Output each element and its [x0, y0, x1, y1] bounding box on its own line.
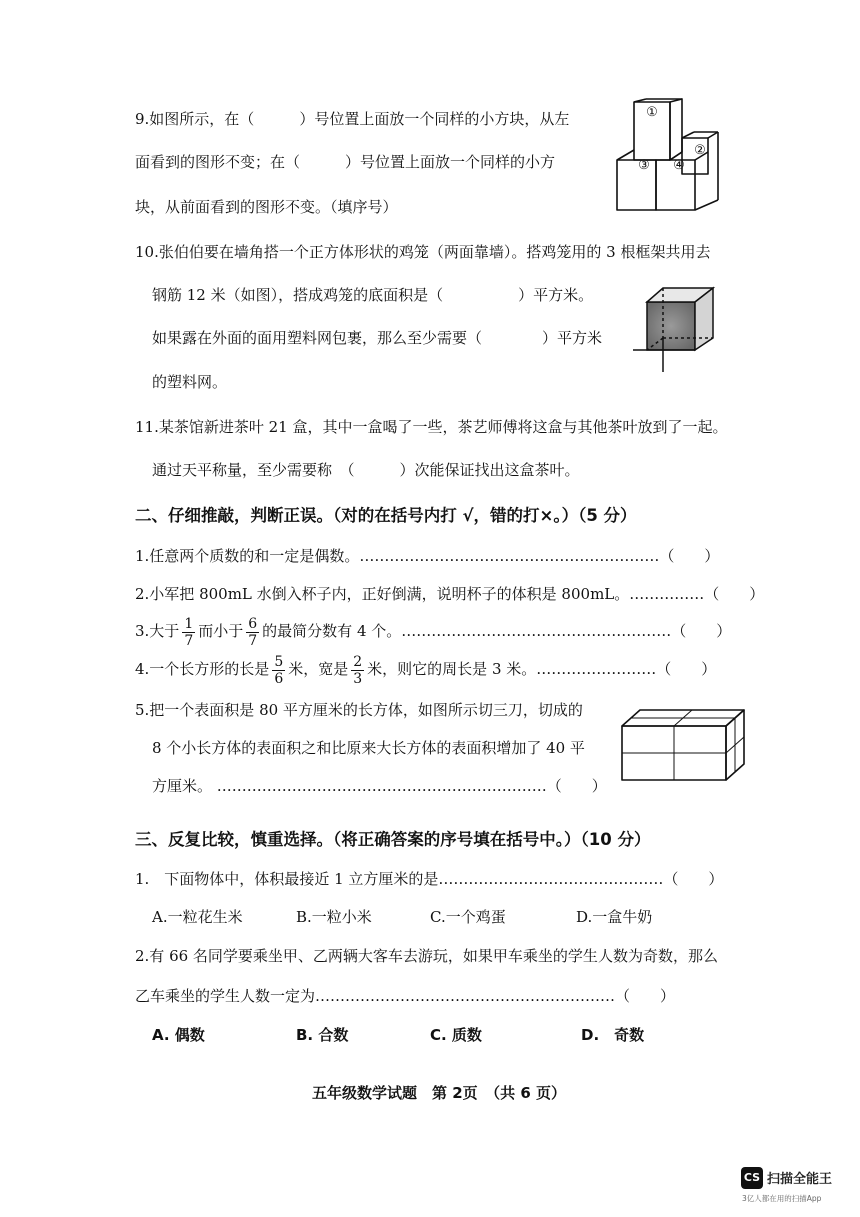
- q10-line1: 10.张伯伯要在墙角搭一个正方体形状的鸡笼（两面靠墙）。搭鸡笼用的 3 根框架共用去: [135, 243, 711, 261]
- section2-item5-line1: 5.把一个表面积是 80 平方厘米的长方体，如图所示切三刀，切成的: [135, 701, 583, 719]
- item3-text-post: 的最简分数有 4 个。………………………………………………（ ）: [262, 622, 732, 640]
- q1-option-c: C.一个鸡蛋: [430, 908, 506, 926]
- q2-option-c: C. 质数: [430, 1026, 482, 1044]
- item4-text-post: 米，则它的周长是 3 米。……………………（ ）: [367, 660, 717, 678]
- cube-label-1: ①: [646, 105, 658, 120]
- fraction-six-sevenths: $\frac{6}{7}$: [248, 615, 258, 649]
- q9-line3: 块，从前面看到的图形不变。（填序号）: [135, 198, 398, 216]
- cube-label-4: ④: [673, 158, 685, 173]
- item3-text-pre: 3.大于: [135, 622, 180, 640]
- q2-option-b: B. 合数: [296, 1026, 349, 1044]
- section2-item5-line2: 8 个小长方体的表面积之和比原来大长方体的表面积增加了 40 平: [152, 739, 585, 757]
- q1-option-a: A.一粒花生米: [152, 908, 243, 926]
- section2-heading: 二、仔细推敲，判断正误。（对的在括号内打 √，错的打×。）（5 分）: [135, 506, 637, 525]
- item4-text-mid: 米，宽是: [288, 660, 349, 678]
- section2-item4: [135, 652, 716, 687]
- q1-option-d: D.一盒牛奶: [576, 908, 653, 926]
- section3-q2-line2: 乙车乘坐的学生人数一定为……………………………………………………（ ）: [135, 987, 676, 1005]
- watermark-sub: 3亿人都在用的扫描App: [742, 1194, 822, 1203]
- chicken-coop-cube-figure: [633, 282, 725, 374]
- q10-line2: 钢筋 12 米（如图），搭成鸡笼的底面积是（ ）平方米。: [152, 286, 594, 304]
- section2-item5-line3: 方厘米。 …………………………………………………………（ ）: [152, 777, 607, 795]
- cuboid-cut-figure: [618, 706, 748, 786]
- item3-text-mid: 而小于: [198, 622, 244, 640]
- fraction-five-sixths: $\frac{5}{6}$: [274, 653, 284, 687]
- q11-line2: 通过天平称量，至少需要称 （ ）次能保证找出这盒茶叶。: [152, 461, 580, 479]
- q10-line3: 如果露在外面的面用塑料网包裹，那么至少需要（ ）平方米: [152, 329, 603, 347]
- page-footer: 五年级数学试题 第 2页 （共 6 页）: [312, 1084, 567, 1102]
- section2-item1: 1.任意两个质数的和一定是偶数。……………………………………………………（ ）: [135, 547, 720, 565]
- q1-option-b: B.一粒小米: [296, 908, 372, 926]
- camscanner-logo-icon: CS: [741, 1167, 763, 1189]
- q11-line1: 11.某茶馆新进茶叶 21 盒，其中一盒喝了一些，茶艺师傅将这盒与其他茶叶放到了一起。: [135, 418, 728, 436]
- q2-option-d: D. 奇数: [581, 1026, 645, 1044]
- q9-line1: 9.如图所示，在（ ）号位置上面放一个同样的小方块，从左: [135, 110, 570, 128]
- section2-item3: [135, 614, 731, 649]
- q10-line4: 的塑料网。: [152, 373, 228, 391]
- item4-text-pre: 4.一个长方形的长是: [135, 660, 270, 678]
- q9-line2: 面看到的图形不变；在（ ）号位置上面放一个同样的小方: [135, 153, 556, 171]
- cube-label-3: ③: [638, 158, 650, 173]
- section2-item2: 2.小军把 800mL 水倒入杯子内，正好倒满，说明杯子的体积是 800mL。……………（ ）: [135, 585, 765, 603]
- fraction-one-seventh: $\frac{1}{7}$: [184, 615, 194, 649]
- section3-q2-line1: 2.有 66 名同学要乘坐甲、乙两辆大客车去游玩，如果甲车乘坐的学生人数为奇数，那么: [135, 947, 718, 965]
- q2-option-a: A. 偶数: [152, 1026, 205, 1044]
- watermark-name: 扫描全能王: [767, 1172, 833, 1187]
- fraction-two-thirds: $\frac{2}{3}$: [353, 653, 363, 687]
- cube-stack-figure: [612, 98, 722, 218]
- cube-label-2: ②: [694, 143, 706, 158]
- section3-heading: 三、反复比较，慎重选择。（将正确答案的序号填在括号中。）（10 分）: [135, 830, 651, 849]
- section3-q1: 1. 下面物体中，体积最接近 1 立方厘米的是………………………………………（ ）: [135, 870, 724, 888]
